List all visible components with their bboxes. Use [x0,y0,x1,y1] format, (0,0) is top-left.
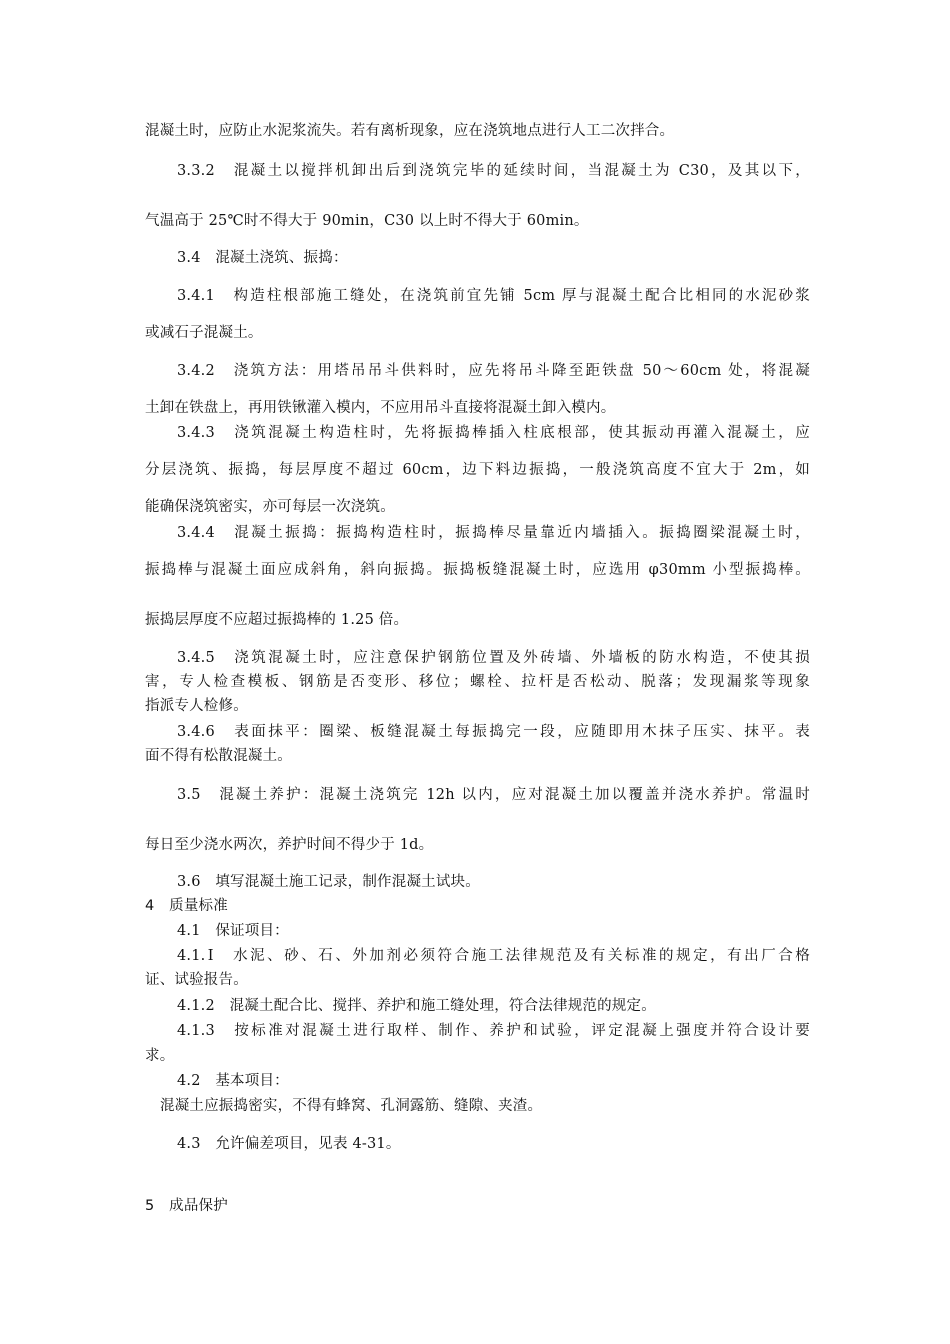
text-line: 4.3 允许偏差项目，见表 4-31。 [177,1136,401,1152]
text-line: 4.1.2 混凝土配合比、搅拌、养护和施工缝处理，符合法律规范的规定。 [177,998,656,1014]
text-line: 气温高于 25℃时不得大于 90min，C30 以上时不得大于 60min。 [145,213,589,229]
text-line: 分层浇筑、振捣，每层厚度不超过 60cm，边下料边振捣，一般浇筑高度不宜大于 2m，如 [145,462,810,478]
text-line: 3.4.1 构造柱根部施工缝处，在浇筑前宜先铺 5cm 厚与混凝土配合比相同的水泥砂浆 [177,288,810,304]
section-heading: 3.4 混凝土浇筑、振捣： [177,250,348,266]
text-line: 4.2 基本项目： [177,1073,289,1089]
text-line: 振捣棒与混凝土面应成斜角，斜向振捣。振捣板缝混凝土时，应选用 φ30mm 小型振捣棒。 [145,562,810,578]
section-heading: 4 质量标准 [145,898,228,914]
text-line: 3.4.4 混凝土振捣：振捣构造柱时，振捣棒尽量靠近内墙插入。振捣圈梁混凝土时， [177,525,810,541]
text-line: 证、试验报告。 [145,972,248,988]
text-line: 混凝土时，应防止水泥浆流失。若有离析现象，应在浇筑地点进行人工二次拌合。 [145,123,675,139]
text-line: 3.4.5 浇筑混凝土时，应注意保护钢筋位置及外砖墙、外墙板的防水构造，不使其损 [177,650,810,666]
text-line: 混凝土应振捣密实，不得有蜂窝、孔洞露筋、缝隙、夹渣。 [160,1098,543,1114]
text-line: 4.1 保证项目： [177,923,289,939]
text-line: 3.5 混凝土养护：混凝土浇筑完 12h 以内，应对混凝土加以覆盖并浇水养护。常温时 [177,787,810,803]
text-line: 3.4.2 浇筑方法：用塔吊吊斗供料时，应先将吊斗降至距铁盘 50～60cm 处，将混凝 [177,363,810,379]
text-line: 4.1.3 按标准对混凝土进行取样、制作、养护和试验，评定混凝上强度并符合设计要 [177,1023,810,1039]
text-line: 面不得有松散混凝土。 [145,748,292,764]
text-line: 求。 [145,1048,175,1064]
text-line: 4.1.Ⅰ 水泥、砂、石、外加剂必须符合施工法律规范及有关标准的规定，有出厂合格 [177,948,810,964]
text-line: 振捣层厚度不应超过振捣棒的 1.25 倍。 [145,612,409,628]
text-line: 每日至少浇水两次，养护时间不得少于 1d。 [145,837,434,853]
text-line: 指派专人检修。 [145,698,248,714]
section-heading: 5 成品保护 [145,1198,228,1214]
text-line: 3.4.3 浇筑混凝土构造柱时，先将振捣棒插入柱底根部，使其振动再灌入混凝土，应 [177,425,810,441]
text-line: 3.4.6 表面抹平：圈梁、板缝混凝土每振捣完一段，应随即用木抹子压实、抹平。表 [177,724,810,740]
text-line: 3.3.2 混凝土以搅拌机卸出后到浇筑完毕的延续时间，当混凝土为 C30，及其以下， [177,163,810,179]
text-line: 害，专人检查模板、钢筋是否变形、移位；螺栓、拉杆是否松动、脱落；发现漏浆等现象 [145,674,810,690]
text-line: 或减石子混凝土。 [145,325,263,341]
text-line: 能确保浇筑密实，亦可每层一次浇筑。 [145,499,395,515]
text-line: 3.6 填写混凝土施工记录，制作混凝土试块。 [177,874,480,890]
text-line: 土卸在铁盘上，再用铁锹灌入模内，不应用吊斗直接将混凝土卸入模内。 [145,400,616,416]
